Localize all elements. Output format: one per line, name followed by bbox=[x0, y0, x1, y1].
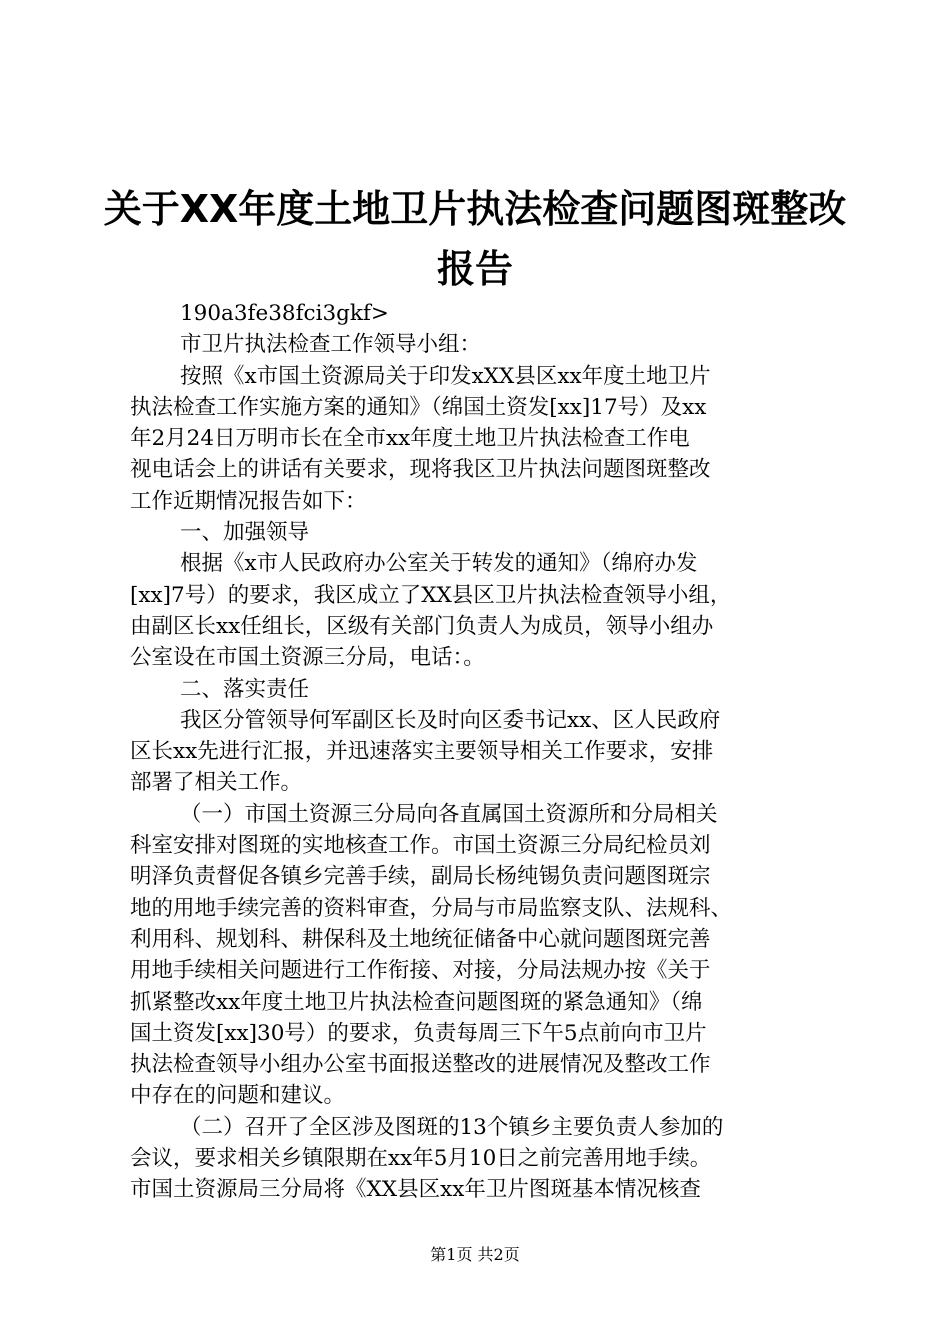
body-line: 科室安排对图斑的实地核查工作。市国土资源三分局纪检员刘 bbox=[130, 833, 711, 859]
body-line: 区长xx先进行汇报，并迅速落实主要领导相关工作要求，安排 bbox=[130, 739, 714, 765]
document-title-line-1: 关于XX年度土地卫片执法检查问题图斑整改 bbox=[103, 187, 847, 231]
body-line: 执法检查工作实施方案的通知》（绵国土资发[xx]17号）及xx bbox=[130, 394, 707, 420]
document-title-line-2: 报告 bbox=[436, 247, 513, 291]
salutation: 市卫片执法检查工作领导小组： bbox=[180, 332, 482, 358]
page-number: 第1页 共2页 bbox=[430, 1245, 520, 1264]
body-line: 会议，要求相关乡镇限期在xx年5月10日之前完善用地手续。 bbox=[130, 1146, 712, 1172]
body-line: 执法检查领导小组办公室书面报送整改的进展情况及整改工作 bbox=[130, 1052, 711, 1078]
document-code: 190a3fe38fci3gkf> bbox=[180, 301, 389, 326]
body-line: 视电话会上的讲话有关要求，现将我区卫片执法问题图斑整改 bbox=[130, 457, 711, 483]
body-line: 中存在的问题和建议。 bbox=[130, 1083, 346, 1109]
section-heading: 一、加强领导 bbox=[180, 520, 310, 546]
body-line: 市国土资源局三分局将《XX县区xx年卫片图斑基本情况核查 bbox=[130, 1177, 701, 1203]
body-line: 由副区长xx任组长，区级有关部门负责人为成员，领导小组办 bbox=[130, 613, 714, 639]
body-line: 按照《x市国土资源局关于印发xXX县区xx年度土地卫片 bbox=[180, 363, 711, 389]
body-line: 国土资发[xx]30号）的要求，负责每周三下午5点前向市卫片 bbox=[130, 1020, 707, 1046]
body-line: 根据《x市人民政府办公室关于转发的通知》（绵府办发 bbox=[180, 551, 698, 577]
body-line: 部署了相关工作。 bbox=[130, 770, 303, 796]
section-heading: 二、落实责任 bbox=[180, 676, 310, 702]
body-line: 工作近期情况报告如下： bbox=[130, 488, 367, 514]
body-line: [xx]7号）的要求，我区成立了XX县区卫片执法检查领导小组， bbox=[130, 582, 732, 608]
body-line: 用地手续相关问题进行工作衔接、对接，分局法规办按《关于 bbox=[130, 958, 711, 984]
body-line: 我区分管领导何军副区长及时向区委书记xx、区人民政府 bbox=[180, 707, 721, 733]
body-line: （二）召开了全区涉及图斑的13个镇乡主要负责人参加的 bbox=[180, 1114, 724, 1140]
body-line: 年2月24日万明市长在全市xx年度土地卫片执法检查工作电 bbox=[130, 426, 690, 452]
body-line: （一）市国土资源三分局向各直属国土资源所和分局相关 bbox=[180, 801, 718, 827]
body-line: 抓紧整改xx年度土地卫片执法检查问题图斑的紧急通知》（绵 bbox=[130, 989, 703, 1015]
body-line: 公室设在市国土资源三分局，电话：。 bbox=[130, 645, 485, 671]
body-line: 利用科、规划科、耕保科及土地统征储备中心就问题图斑完善 bbox=[130, 926, 711, 952]
body-line: 明泽负责督促各镇乡完善手续，副局长杨纯锡负责问题图斑宗 bbox=[130, 864, 711, 890]
body-line: 地的用地手续完善的资料审查，分局与市局监察支队、法规科、 bbox=[130, 895, 733, 921]
document-body bbox=[130, 298, 835, 1206]
